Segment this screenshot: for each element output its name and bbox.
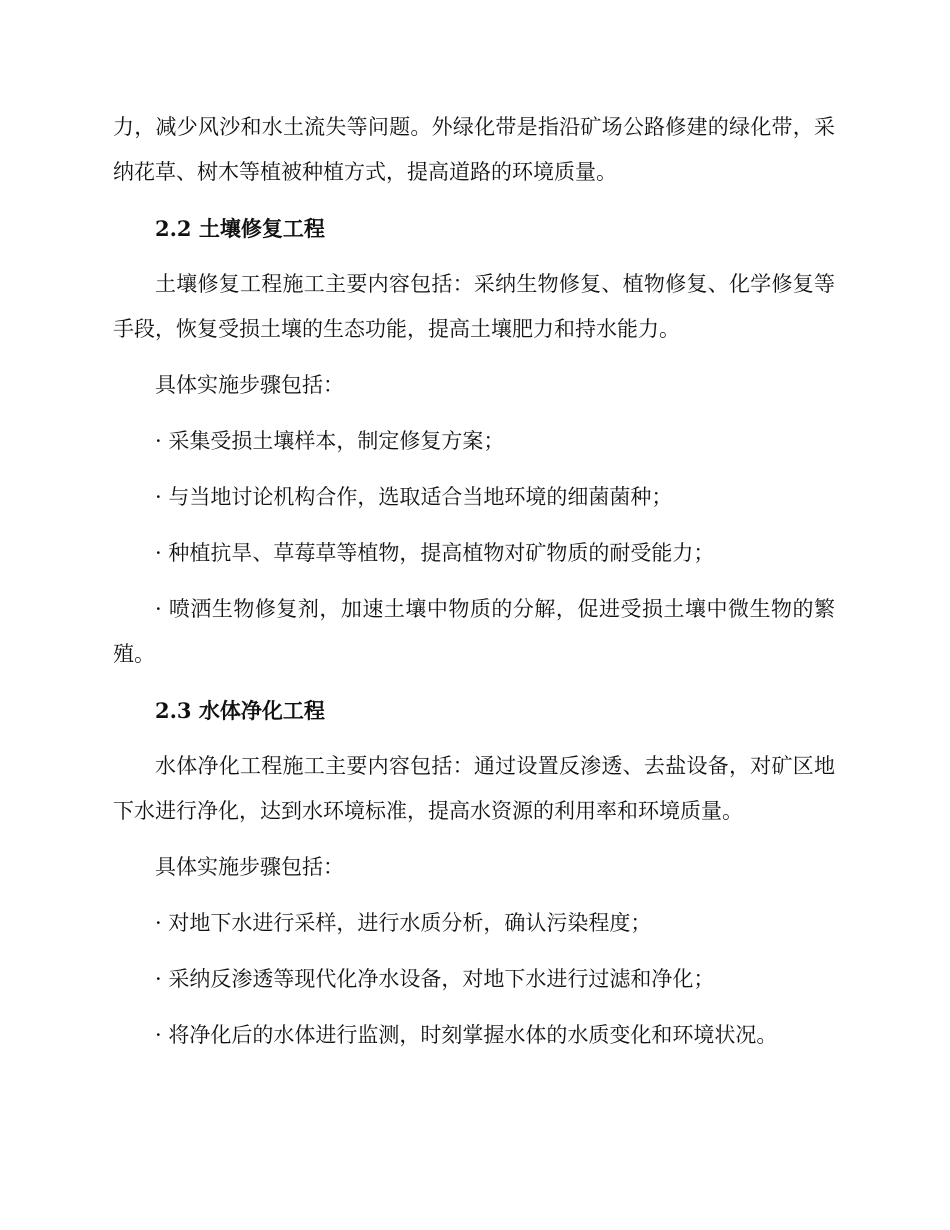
section-2-3-paragraph: 水体净化工程施工主要内容包括：通过设置反渗透、去盐设备，对矿区地下水进行净化，达到水环境标准，提高水资源的利用率和环境质量。 (113, 754, 835, 823)
document-page (113, 105, 835, 1069)
section-2-3-bullet-1: · 对地下水进行采样，进行水质分析，确认污染程度； (155, 911, 652, 935)
section-2-3-bullet-3: · 将净化后的水体进行监测，时刻掌握水体的水质变化和环境状况。 (155, 1023, 778, 1047)
section-2-3 (113, 688, 835, 1058)
section-2-2-paragraph: 土壤修复工程施工主要内容包括：采纳生物修复、植物修复、化学修复等手段，恢复受损土壤的生态功能，提高土壤肥力和持水能力。 (113, 272, 835, 341)
section-2-2-bullet-4: · 喷洒生物修复剂，加速土壤中物质的分解，促进受损土壤中微生物的繁殖。 (113, 597, 835, 666)
section-2-2-bullet-2: · 与当地讨论机构合作，选取适合当地环境的细菌菌种； (155, 485, 673, 509)
section-2-2-bullet-3: · 种植抗旱、草莓草等植物，提高植物对矿物质的耐受能力； (155, 541, 715, 565)
intro-paragraph: 力，减少风沙和水土流失等问题。外绿化带是指沿矿场公路修建的绿化带，采纳花草、树木等植被种植方式，提高道路的环境质量。 (113, 115, 835, 184)
section-2-3-heading: 2.3 水体净化工程 (155, 698, 325, 723)
section-2-2-heading: 2.2 土壤修复工程 (155, 216, 325, 241)
section-2-2-bullet-1: · 采集受损土壤样本，制定修复方案； (155, 429, 505, 453)
section-2-2 (113, 206, 835, 677)
section-2-3-bullet-2: · 采纳反渗透等现代化净水设备，对地下水进行过滤和净化； (155, 967, 715, 991)
section-2-3-steps-intro: 具体实施步骤包括： (155, 855, 344, 879)
section-2-2-steps-intro: 具体实施步骤包括： (155, 373, 344, 397)
